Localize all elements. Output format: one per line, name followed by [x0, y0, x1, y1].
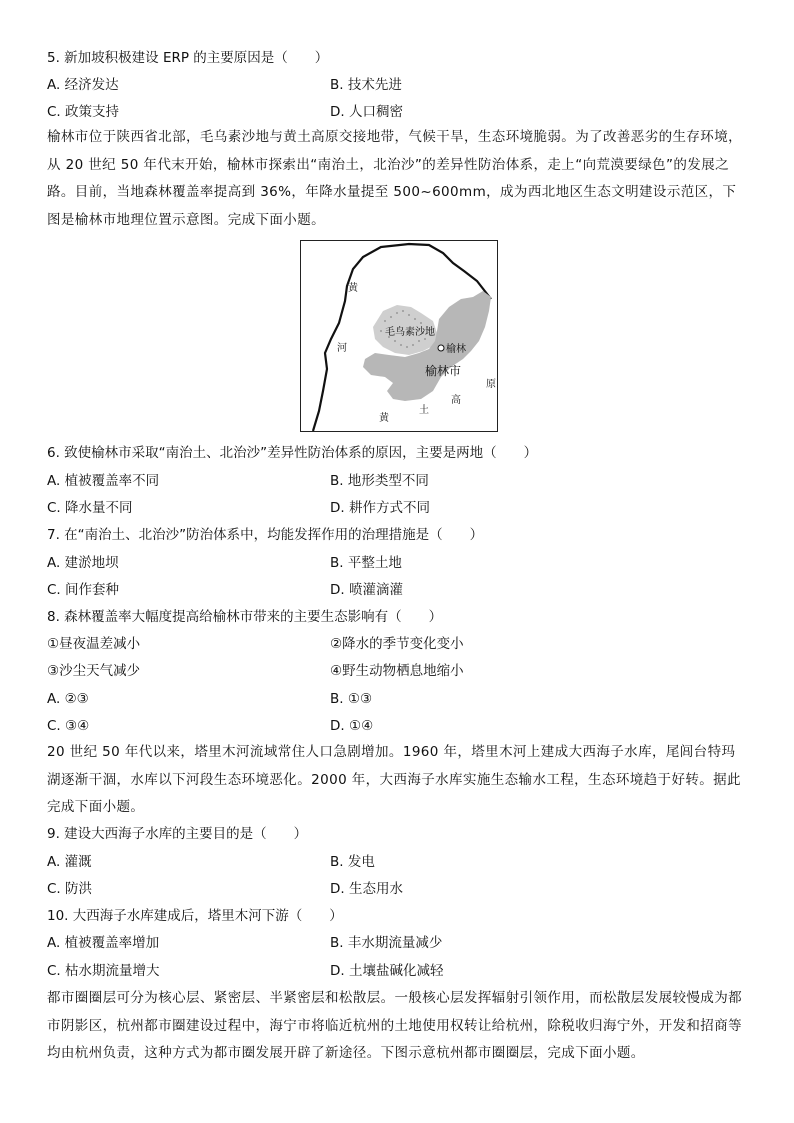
q6-option-a: A. 植被覆盖率不同: [47, 473, 160, 489]
q8-option-b: B. ①③: [330, 691, 373, 707]
q5-option-b: B. 技术先进: [330, 77, 402, 93]
q6-stem: 6. 致使榆林市采取“南治土、北治沙”差异性防治体系的原因，主要是两地（ ）: [47, 445, 538, 461]
q10-option-c: C. 枯水期流量增大: [47, 963, 160, 979]
passage-hangzhou: 都市圈圈层可分为核心层、紧密层、半紧密层和松散层。一般核心层发挥辐射引领作用，而松散层发展较慢成为都市阴影区，杭州都市圈建设过程中，海宁市将临近杭州的土地使用权转让给杭州，除税收归海宁外，开发和招商等均由杭州负责，这种方式为都市圈发展开辟了新途径。下图示意杭州都市圈圈层，完成下面小题。: [47, 990, 742, 1061]
map-label-yulin: 榆林: [446, 344, 466, 355]
q7-option-c: C. 间作套种: [47, 582, 120, 598]
q6-option-b: B. 地形类型不同: [330, 473, 429, 489]
map-label-gao: 高: [451, 395, 461, 406]
q7-option-b: B. 平整土地: [330, 555, 402, 571]
map-label-tu: 土: [419, 405, 429, 416]
q10-option-a: A. 植被覆盖率增加: [47, 935, 160, 951]
q8-option-a: A. ②③: [47, 691, 89, 707]
map-label-he: 河: [337, 343, 347, 354]
q9-option-b: B. 发电: [330, 854, 375, 870]
q5-stem: 5. 新加坡积极建设 ERP 的主要原因是（ ）: [47, 50, 329, 66]
q8-option-c: C. ③④: [47, 718, 90, 734]
q8-option-d: D. ①④: [330, 718, 374, 734]
q10-option-d: D. 土壤盐碱化减轻: [330, 963, 444, 979]
passage-yulin: 榆林市位于陕西省北部，毛乌素沙地与黄土高原交接地带，气候干旱，生态环境脆弱。为了改善恶劣的生存环境，从 20 世纪 50 年代末开始，榆林市探索出“南治土，北治沙”的差异性防治体系，走上“向荒漠要绿色”的发展之路。目前，当地森林覆盖率提高到 36%，年降水量提至 500~600mm，成为西北地区生态文明建设示范区，下图是榆林市地理位置示意图。完成下面小题。: [47, 129, 742, 228]
yulin-location-map: [300, 240, 498, 432]
q8-statement-3: ③沙尘天气减少: [47, 663, 141, 679]
q10-option-b: B. 丰水期流量减少: [330, 935, 443, 951]
q7-stem: 7. 在“南治土、北治沙”防治体系中，均能发挥作用的治理措施是（ ）: [47, 527, 484, 543]
q8-statement-2: ②降水的季节变化变小: [330, 636, 464, 652]
q6-option-d: D. 耕作方式不同: [330, 500, 430, 516]
map-label-huang: 黄: [348, 283, 358, 294]
q6-option-c: C. 降水量不同: [47, 500, 133, 516]
yulin-city-point: [438, 345, 444, 351]
map-label-desert: 毛乌素沙地: [385, 327, 435, 338]
q7-option-a: A. 建淤地坝: [47, 555, 119, 571]
q5-option-d: D. 人口稠密: [330, 104, 403, 120]
q10-stem: 10. 大西海子水库建成后，塔里木河下游（ ）: [47, 908, 343, 924]
q9-option-a: A. 灌溉: [47, 854, 92, 870]
q8-statement-4: ④野生动物栖息地缩小: [330, 663, 464, 679]
map-label-yulin-city: 榆林市: [425, 364, 462, 378]
q8-statement-1: ①昼夜温差减小: [47, 636, 141, 652]
map-label-yuan: 原: [486, 379, 496, 390]
q9-stem: 9. 建设大西海子水库的主要目的是（ ）: [47, 826, 308, 842]
q9-option-c: C. 防洪: [47, 881, 93, 897]
passage-tarim: 20 世纪 50 年代以来，塔里木河流域常住人口急剧增加。1960 年，塔里木河上建成大西海子水库，尾闾台特玛湖逐渐干涸，水库以下河段生态环境恶化。2000 年，大西海子水库实施生态输水工程，生态环境趋于好转。据此完成下面小题。: [47, 744, 741, 815]
q9-option-d: D. 生态用水: [330, 881, 403, 897]
q8-stem: 8. 森林覆盖率大幅度提高给榆林市带来的主要生态影响有（ ）: [47, 609, 443, 625]
q7-option-d: D. 喷灌滴灌: [330, 582, 403, 598]
q5-option-c: C. 政策支持: [47, 104, 120, 120]
q5-option-a: A. 经济发达: [47, 77, 119, 93]
map-label-huang-plateau: 黄: [379, 413, 389, 424]
